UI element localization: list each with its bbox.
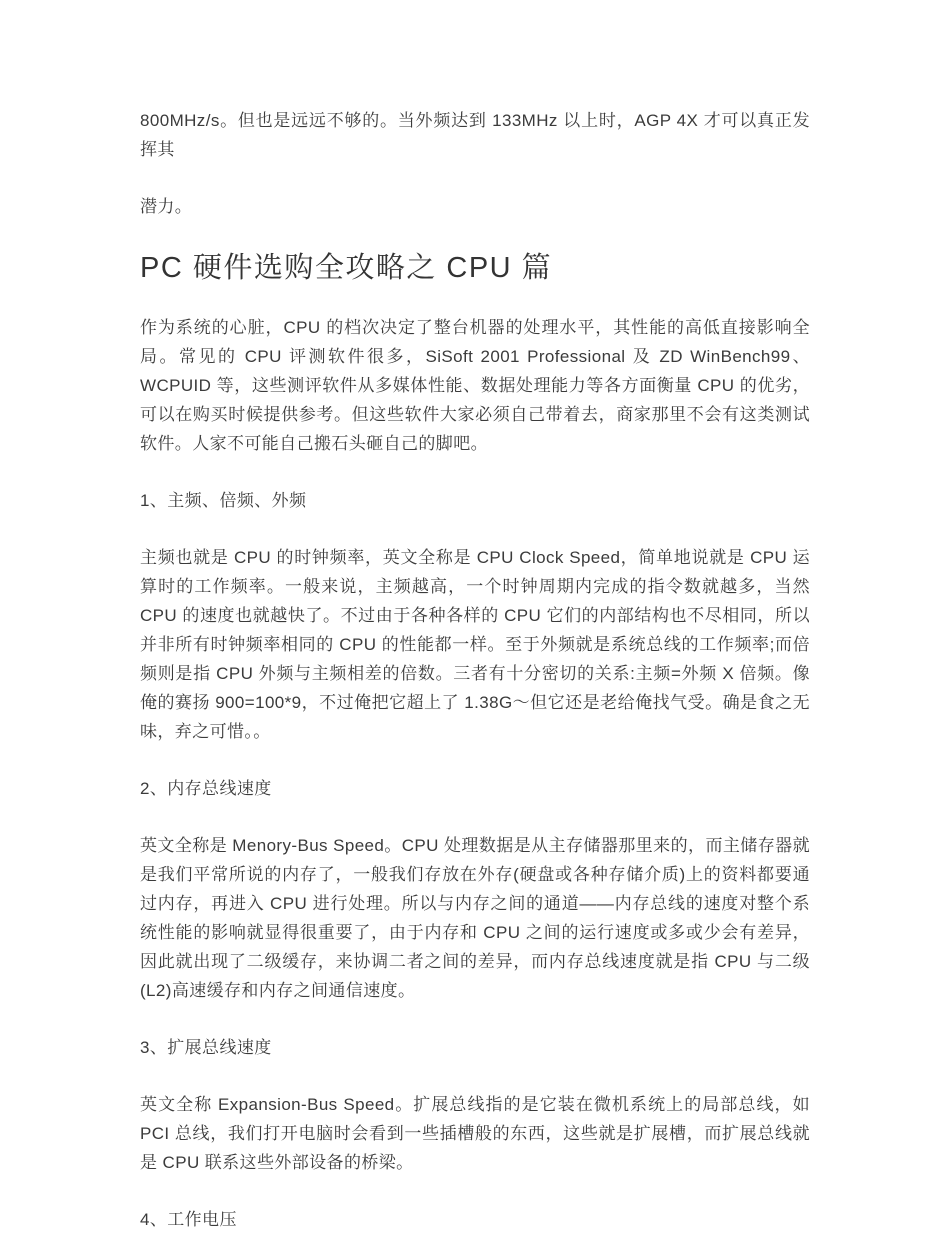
subheading-3-expansion-bus-speed: 3、扩展总线速度 — [140, 1038, 272, 1057]
paragraph-agp-continuation: 800MHz/s。但也是远远不够的。当外频达到 133MHz 以上时，AGP 4X 才可以真正发挥其 — [140, 111, 810, 159]
paragraph-cpu-intro: 作为系统的心脏，CPU 的档次决定了整台机器的处理水平，其性能的高低直接影响全局。常见的 CPU 评测软件很多，SiSoft 2001 Professional 及 ZD WinBench99、WCPUID 等，这些测评软件从多媒体性能、数据处理能力等各方面衡量 CPU 的优劣，可以在购买时候提供参考。但这些软件大家必须自己带着去，商家那里不会有这类测试软件。人家不可能自己搬石头砸自己的脚吧。 — [140, 318, 810, 453]
paragraph-potential: 潜力。 — [140, 197, 193, 216]
subheading-4-working-voltage: 4、工作电压 — [140, 1210, 237, 1229]
section-title-cpu-guide: PC 硬件选购全攻略之 CPU 篇 — [140, 252, 553, 284]
subheading-1-clock-multiplier-fsb: 1、主频、倍频、外频 — [140, 491, 307, 510]
paragraph-memory-bus: 英文全称是 Menory-Bus Speed。CPU 处理数据是从主存储器那里来的，而主储存器就是我们平常所说的内存了，一般我们存放在外存(硬盘或各种存储介质)上的资料都要通过内存，再进入 CPU 进行处理。所以与内存之间的通道——内存总线的速度对整个系统性能的影响就显得很重要了，由于内存和 CPU 之间的运行速度或多或少会有差异，因此就出现了二级缓存，来协调二者之间的差异，而内存总线速度就是指 CPU 与二级(L2)高速缓存和内存之间通信速度。 — [140, 836, 810, 1000]
paragraph-clock-speed: 主频也就是 CPU 的时钟频率，英文全称是 CPU Clock Speed，简单地说就是 CPU 运算时的工作频率。一般来说，主频越高，一个时钟周期内完成的指令数就越多，当然 CPU 的速度也就越快了。不过由于各种各样的 CPU 它们的内部结构也不尽相同，所以并非所有时钟频率相同的 CPU 的性能都一样。至于外频就是系统总线的工作频率;而倍频则是指 CPU 外频与主频相差的倍数。三者有十分密切的关系:主频=外频 X 倍频。像俺的赛扬 900=100*9，不过俺把它超上了 1.38G～但它还是老给俺找气受。确是食之无味，弃之可惜。。 — [140, 548, 810, 741]
subheading-2-memory-bus-speed: 2、内存总线速度 — [140, 779, 272, 798]
paragraph-expansion-bus: 英文全称 Expansion-Bus Speed。扩展总线指的是它装在微机系统上的局部总线，如 PCI 总线，我们打开电脑时会看到一些插槽般的东西，这些就是扩展槽，而扩展总线就是 CPU 联系这些外部设备的桥梁。 — [140, 1095, 810, 1172]
